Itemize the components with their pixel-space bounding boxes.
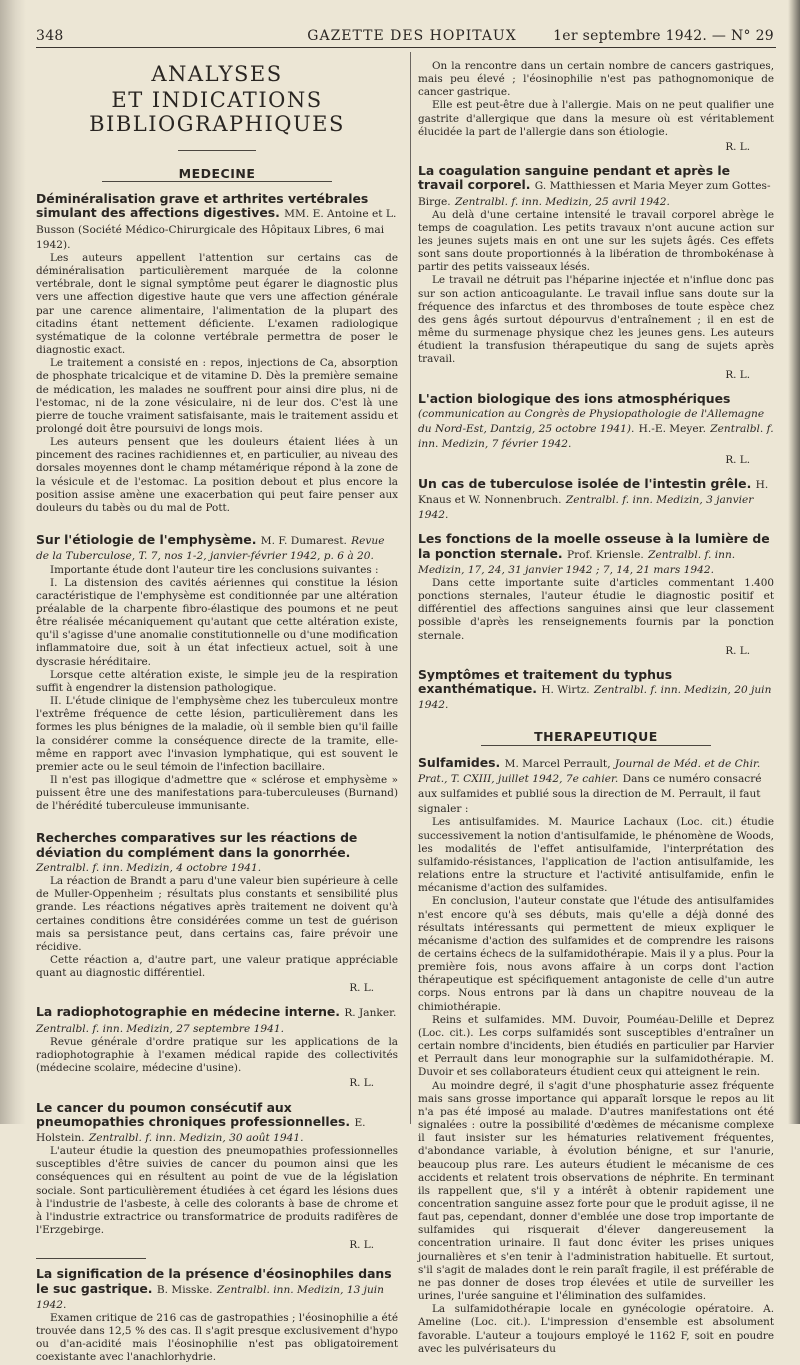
page-gutter-shadow <box>0 0 26 1124</box>
paragraph: Les auteurs appellent l'attention sur certains cas de déminéralisation particulièrement marquée de la colonne vertébrale, dont le signal symptôme peut égarer le diagnostic plus vers une affection digestive haute que vers une affection générale par une carence alimentaire, l'alimentation de la plupart des citadins étant nettement déficiente. L'examen radiologique systématique de la colonne vertébrale permettra de poser le diagnostic exact. <box>36 251 398 357</box>
paragraph: II. L'étude clinique de l'emphysème chez les tuberculeux montre l'extrême fréquence de cette lésion, particulièrement dans les formes les plus bénignes de la maladie, où il semble bien qu'il faille la considérer comme la conséquence directe de la tramite, elle-même en rapport avec l'invasion lymphatique, qui est souvent le premier acte ou le seul témoin de l'infection bacillaire. <box>36 695 398 773</box>
paragraph: Elle est peut-être due à l'allergie. Mais on ne peut qualifier une gastrite d'allergique que dans la mesure où est véritablement élucidée la part de l'allergie dans son étiologie. <box>418 99 774 138</box>
issue-date: 1er septembre 1942. — N° 29 <box>553 28 774 44</box>
paragraph: Dans cette importante suite d'articles commentant 1.400 ponctions sternales, l'auteur étudie le diagnostic positif et différentiel des affections sanguines ainsi que leur classement possible d'après les renseignements fournis par la ponction sternale. <box>418 576 774 642</box>
article-coagulation <box>418 164 774 382</box>
title-rule <box>178 150 256 151</box>
signature: R. L. <box>725 368 750 381</box>
article-reference: Zentralbl. f. inn. Medizin, 27 septembre 1941. <box>36 1022 284 1035</box>
journal-title: GAZETTE DES HOPITAUX <box>307 28 517 44</box>
paragraph: Les antisulfamides. M. Maurice Lachaux (Loc. cit.) étudie successivement la notion d'antisulfamide, le phénomène de Woods, les modalités de l'effet antisulfamide, l'interprétation des sulfamido-résistances, l'application de l'action antisulfamide, les relations entre la structure et l'activité antisulfamide, enfin le mécanisme d'action des sulfamides. <box>418 816 774 895</box>
article-demineralisation <box>36 192 398 515</box>
left-column <box>36 60 398 1365</box>
article-title: Sulfamides. <box>418 754 501 770</box>
article-radiophotographie <box>36 1005 398 1090</box>
paragraph: Le traitement a consisté en : repos, injections de Ca, absorption de phosphate tricalcique et de vitamine D. Dès la première semaine de médication, les malades ne souffrent pour ainsi dire plus, ni de l'estomac, ni de la zone vésiculaire, ni de leur dos. C'est là une pierre de touche vraiment satisfaisante, mais le traitement assidu et prolongé doit être poursuivi de longs mois. <box>36 357 398 435</box>
paragraph: Importante étude dont l'auteur tire les conclusions suivantes : <box>50 563 379 576</box>
section-title-1: ANALYSES <box>151 62 283 86</box>
article-authors: M. Marcel Perrault, <box>504 757 611 770</box>
article-title: La coagulation sanguine pendant et après le travail corporel. <box>418 163 731 193</box>
section-title-2: ET INDICATIONS BIBLIOGRAPHIQUES <box>89 88 345 136</box>
article-reference: Zentralbl. f. inn. Medizin, 20 juin 1942. <box>418 684 772 712</box>
article-authors: G. Matthiessen et Maria Meyer zum Gottes-Birge. <box>418 180 771 208</box>
paragraph: Le travail ne détruit pas l'héparine injectée et n'influe donc pas sur son action anticoagulante. Le travail influe sans doute sur la fréquence des infarctus et des thromboses de toute espèce chez des gens âgés surtout dépourvus d'entraînement ; il en est de même du surmenage physique chez les jeunes gens. Les auteurs étudient la transfusion thérapeutique du sang de sujets après travail. <box>418 274 774 366</box>
article-title: Symptômes et traitement du typhus exanthématique. <box>418 666 673 697</box>
header-rule <box>36 47 776 48</box>
section-heading-medecine: MEDECINE <box>178 166 256 181</box>
paragraph: L'auteur étudie la question des pneumopathies professionnelles susceptibles d'être suivies de cancer du poumon ainsi que les conséquences qui en résultent au point de vue de la législation sociale. Sont particulièrement étudiées à cet égard les lésions dues à l'industrie de l'asbeste, à celle des colorants à base de chrome et à l'industrie extractrice ou transformatrice de produits radifères de l'Erzgebirge. <box>36 1145 398 1237</box>
article-title: Un cas de tuberculose isolée de l'intestin grêle. <box>418 475 752 491</box>
article-title: Le cancer du poumon consécutif aux pneumopathies chroniques professionnelles. <box>36 1099 351 1129</box>
article-intro: Dans ce numéro consacré aux sulfamides et publié sous la direction de M. Perrault, il faut signaler : <box>418 772 762 816</box>
article-moelle-osseuse <box>418 532 774 658</box>
signature: R. L. <box>725 453 750 466</box>
article-title: Les fonctions de la moelle osseuse à la lumière de la ponction sternale. <box>418 531 770 561</box>
article-reference: Revue de la Tuberculose, T. 7, nos 1-2, janvier-février 1942, p. 6 à 20. <box>36 535 385 563</box>
article-title: Recherches comparatives sur les réactions de déviation du complément dans la gonorrhée. <box>36 830 358 860</box>
paragraph: La réaction de Brandt a paru d'une valeur bien supérieure à celle de Muller-Oppenheim ; résultats plus constants et sensibilité plus grande. Les réactions négatives après traitement ne doivent qu'à certaines conditions être considérées comme un test de guérison mais sa persistance peut, dans certains cas, faire prévoir une récidive. <box>36 875 398 953</box>
article-title: Déminéralisation grave et arthrites vertébrales simulant des affections digestives. <box>36 191 369 221</box>
article-title: La signification de la présence d'éosinophiles dans le suc gastrique. <box>36 1266 392 1296</box>
paragraph: Lorsque cette altération existe, le simple jeu de la respiration suffit à engendrer la distension pathologique. <box>36 668 398 694</box>
signature: R. L. <box>349 1239 374 1252</box>
article-eosinophiles-continued <box>418 60 774 154</box>
article-cancer-poumon <box>36 1101 398 1253</box>
article-emphyseme <box>36 533 398 813</box>
article-title: L'action biologique des ions atmosphériques <box>418 390 731 406</box>
paragraph: Au delà d'une certaine intensité le travail corporel abrège le temps de coagulation. Les petits travaux n'ont aucune action sur les jeunes sujets mais en ont une sur les sujets âgés. Ces effets sont sans doute proportionnés à la libération de thrombokénase à partir des petits vaisseaux lésés. <box>418 208 774 274</box>
article-authors: MM. E. Antoine et L. Busson (Société Médico-Chirurgicale des Hôpitaux Libres, 6 mai 1942). <box>36 208 397 251</box>
right-column <box>418 60 774 1356</box>
article-authors: Prof. Kriensle. <box>566 548 644 561</box>
paragraph: Au moindre degré, il s'agit d'une phosphaturie assez fréquente mais sans grosse importance qui apparaît lorsque le repos au lit n'a pas été imposé au malade. D'autres manifestations ont été signalées : outre la possibilité d'œdèmes de mécanisme complexe il faut insister sur les hématuries relativement fréquentes, d'abondance variable, à évolution bénigne, et sur l'anurie, beaucoup plus rare. Les auteurs étudient le mécanisme de ces accidents et relatent trois observations de néphrite. En terminant ils rappellent que, s'il y a intérêt à obtenir rapidement une concentration sanguine assez forte pour que le produit agisse, il ne faut pas, cependant, donner d'emblée une dose trop importante de sulfamides qui risquerait d'élever dangereusement la concentration urinaire. Il faut donc éviter les prises uniques journalières et s'en tenir à l'administration habituelle. Et surtout, s'il s'agit de malades dont le rein paraît fragile, il est préférable de ne pas donner de doses trop élevées et utile de surveiller les urines, l'urée sanguine et l'élimination des sulfamides. <box>418 1079 774 1303</box>
article-reference: Zentralbl. inn. Medizin, 13 juin 1942. <box>36 1283 384 1311</box>
article-reference: Zentralbl. f. inn. Medizin, 7 février 1942. <box>418 423 774 451</box>
article-ions <box>418 392 774 467</box>
article-authors: R. Janker. <box>344 1007 397 1020</box>
section-heading-therapeutique: THERAPEUTIQUE <box>534 729 658 745</box>
page-number: 348 <box>36 28 64 44</box>
article-title: Sur l'étiologie de l'emphysème. <box>36 532 257 548</box>
paragraph: Revue générale d'ordre pratique sur les applications de la radiophotographie à l'examen médical rapide des collectivités (médecine scolaire, médecine d'usine). <box>36 1035 398 1075</box>
article-reference: Zentralbl. f. inn. Medizin, 17, 24, 31 janvier 1942 ; 7, 14, 21 mars 1942. <box>418 548 736 576</box>
article-title: La radiophotographie en médecine interne. <box>36 1004 340 1020</box>
paragraph: Les auteurs pensent que les douleurs étaient liées à un pincement des racines rachidiennes et, en particulier, au niveau des dorsales moyennes dont le champ métamérique répond à la zone de la vésicule et de l'estomac. La position debout et plus encore la position assise amène une exacerbation qui peut faire penser aux douleurs du tabès ou du mal de Pott. <box>36 436 398 514</box>
article-authors: H. Wirtz. <box>541 684 590 697</box>
paragraph: La sulfamidothérapie locale en gynécologie opératoire. A. Ameline (Loc. cit.). L'impression d'ensemble est absolument favorable. L'auteur a toujours employé le 1162 F, soit en poudre avec les pulvérisateurs du <box>418 1303 774 1355</box>
article-authors: H. Knaus et W. Nonnenbruch. <box>418 478 769 506</box>
signature: R. L. <box>725 644 750 657</box>
paragraph: On la rencontre dans un certain nombre de cancers gastriques, mais peu élevé ; l'éosinophilie n'est pas pathognomonique de cancer gastrique. <box>418 60 774 99</box>
article-reference: Zentralbl. f. inn. Medizin, 3 janvier 1942. <box>418 493 754 522</box>
article-authors: M. F. Dumarest. <box>260 535 347 548</box>
paragraph: Cette réaction a, d'autre part, une valeur pratique appréciable quant au diagnostic différentiel. <box>36 954 398 980</box>
article-authors: B. Misske. <box>156 1283 213 1296</box>
article-tuberculose-intestin <box>418 477 774 523</box>
signature: R. L. <box>725 140 750 153</box>
signature: R. L. <box>349 1077 374 1090</box>
column-divider <box>410 52 411 1124</box>
article-authors: E. Holstein. <box>36 1116 366 1144</box>
paragraph: Examen critique de 216 cas de gastropathies ; l'éosinophilie a été trouvée dans 12,5 % des cas. Il s'agit presque exclusivement d'hypo ou d'an-acidité mais l'éosinophilie n'est pas obligatoirement coexistante avec l'anachlorhydrie. <box>36 1311 398 1364</box>
paragraph: En conclusion, l'auteur constate que l'étude des antisulfamides n'est encore qu'à ses débuts, mais qu'elle a déjà donné des résultats intéressants qui permettent de mieux expliquer le mécanisme d'action des sulfamides et de comprendre les raisons de certains échecs de la sulfamidothérapie. Mais il y a plus. Pour la première fois, nous avons affaire à un corps dont l'action thérapeutique est spécifiquement antagoniste de celle d'un autre corps. Nous entrons par là dans un chapitre nouveau de la chimiothérapie. <box>418 895 774 1013</box>
article-reference: Zentralbl. f. inn. Medizin, 30 août 1941. <box>88 1131 304 1144</box>
signature: R. L. <box>349 982 374 995</box>
page-edge-shadow <box>788 0 800 1124</box>
separator-rule <box>36 1258 146 1259</box>
article-reference: Zentralbl. f. inn. Medizin, 25 avril 1942. <box>454 195 670 208</box>
paragraph: I. La distension des cavités aériennes qui constitue la lésion caractéristique de l'emphysème est conditionnée par une altération préalable de la charpente fibro-élastique des poumons et ne peut être réalisée mécaniquement qu'autant que cette altération existe, qu'il s'agisse d'une anomalie constitutionnelle ou d'une modification inflammatoire due, soit à un état infectieux actuel, soit à une dyscrasie héréditaire. <box>36 576 398 668</box>
article-typhus <box>418 668 774 713</box>
article-eosinophiles <box>36 1267 398 1364</box>
article-reference: Journal de Méd. et de Chir. Prat., T. CXIII, juillet 1942, 7e cahier. <box>418 757 761 785</box>
article-sulfamides <box>418 756 774 1356</box>
article-reference: Zentralbl. f. inn. Medizin, 4 octobre 1941. <box>36 861 262 874</box>
article-authors: H.-E. Meyer. <box>638 423 706 436</box>
paragraph: Reins et sulfamides. MM. Duvoir, Pouméau-Delille et Deprez (Loc. cit.). Les corps sulfamidés sont susceptibles d'entraîner un certain nombre d'incidents, bien étudiés en particulier par Harvier et Perrault dans leur monographie sur la sulfamidothérapie. M. Duvoir et ses collaborateurs étudient ceux qui atteignent le rein. <box>418 1013 774 1079</box>
article-reference: (communication au Congrès de Physiopathologie de l'Allemagne du Nord-Est, Dantzig, 25 octobre 1941). <box>418 407 765 436</box>
paragraph: Il n'est pas illogique d'admettre que « sclérose et emphysème » puissent être une des manifestations para-tuberculeuses (Burnand) de l'hérédité tuberculeuse immunisante. <box>36 774 398 813</box>
article-gonorrhee <box>36 831 398 995</box>
